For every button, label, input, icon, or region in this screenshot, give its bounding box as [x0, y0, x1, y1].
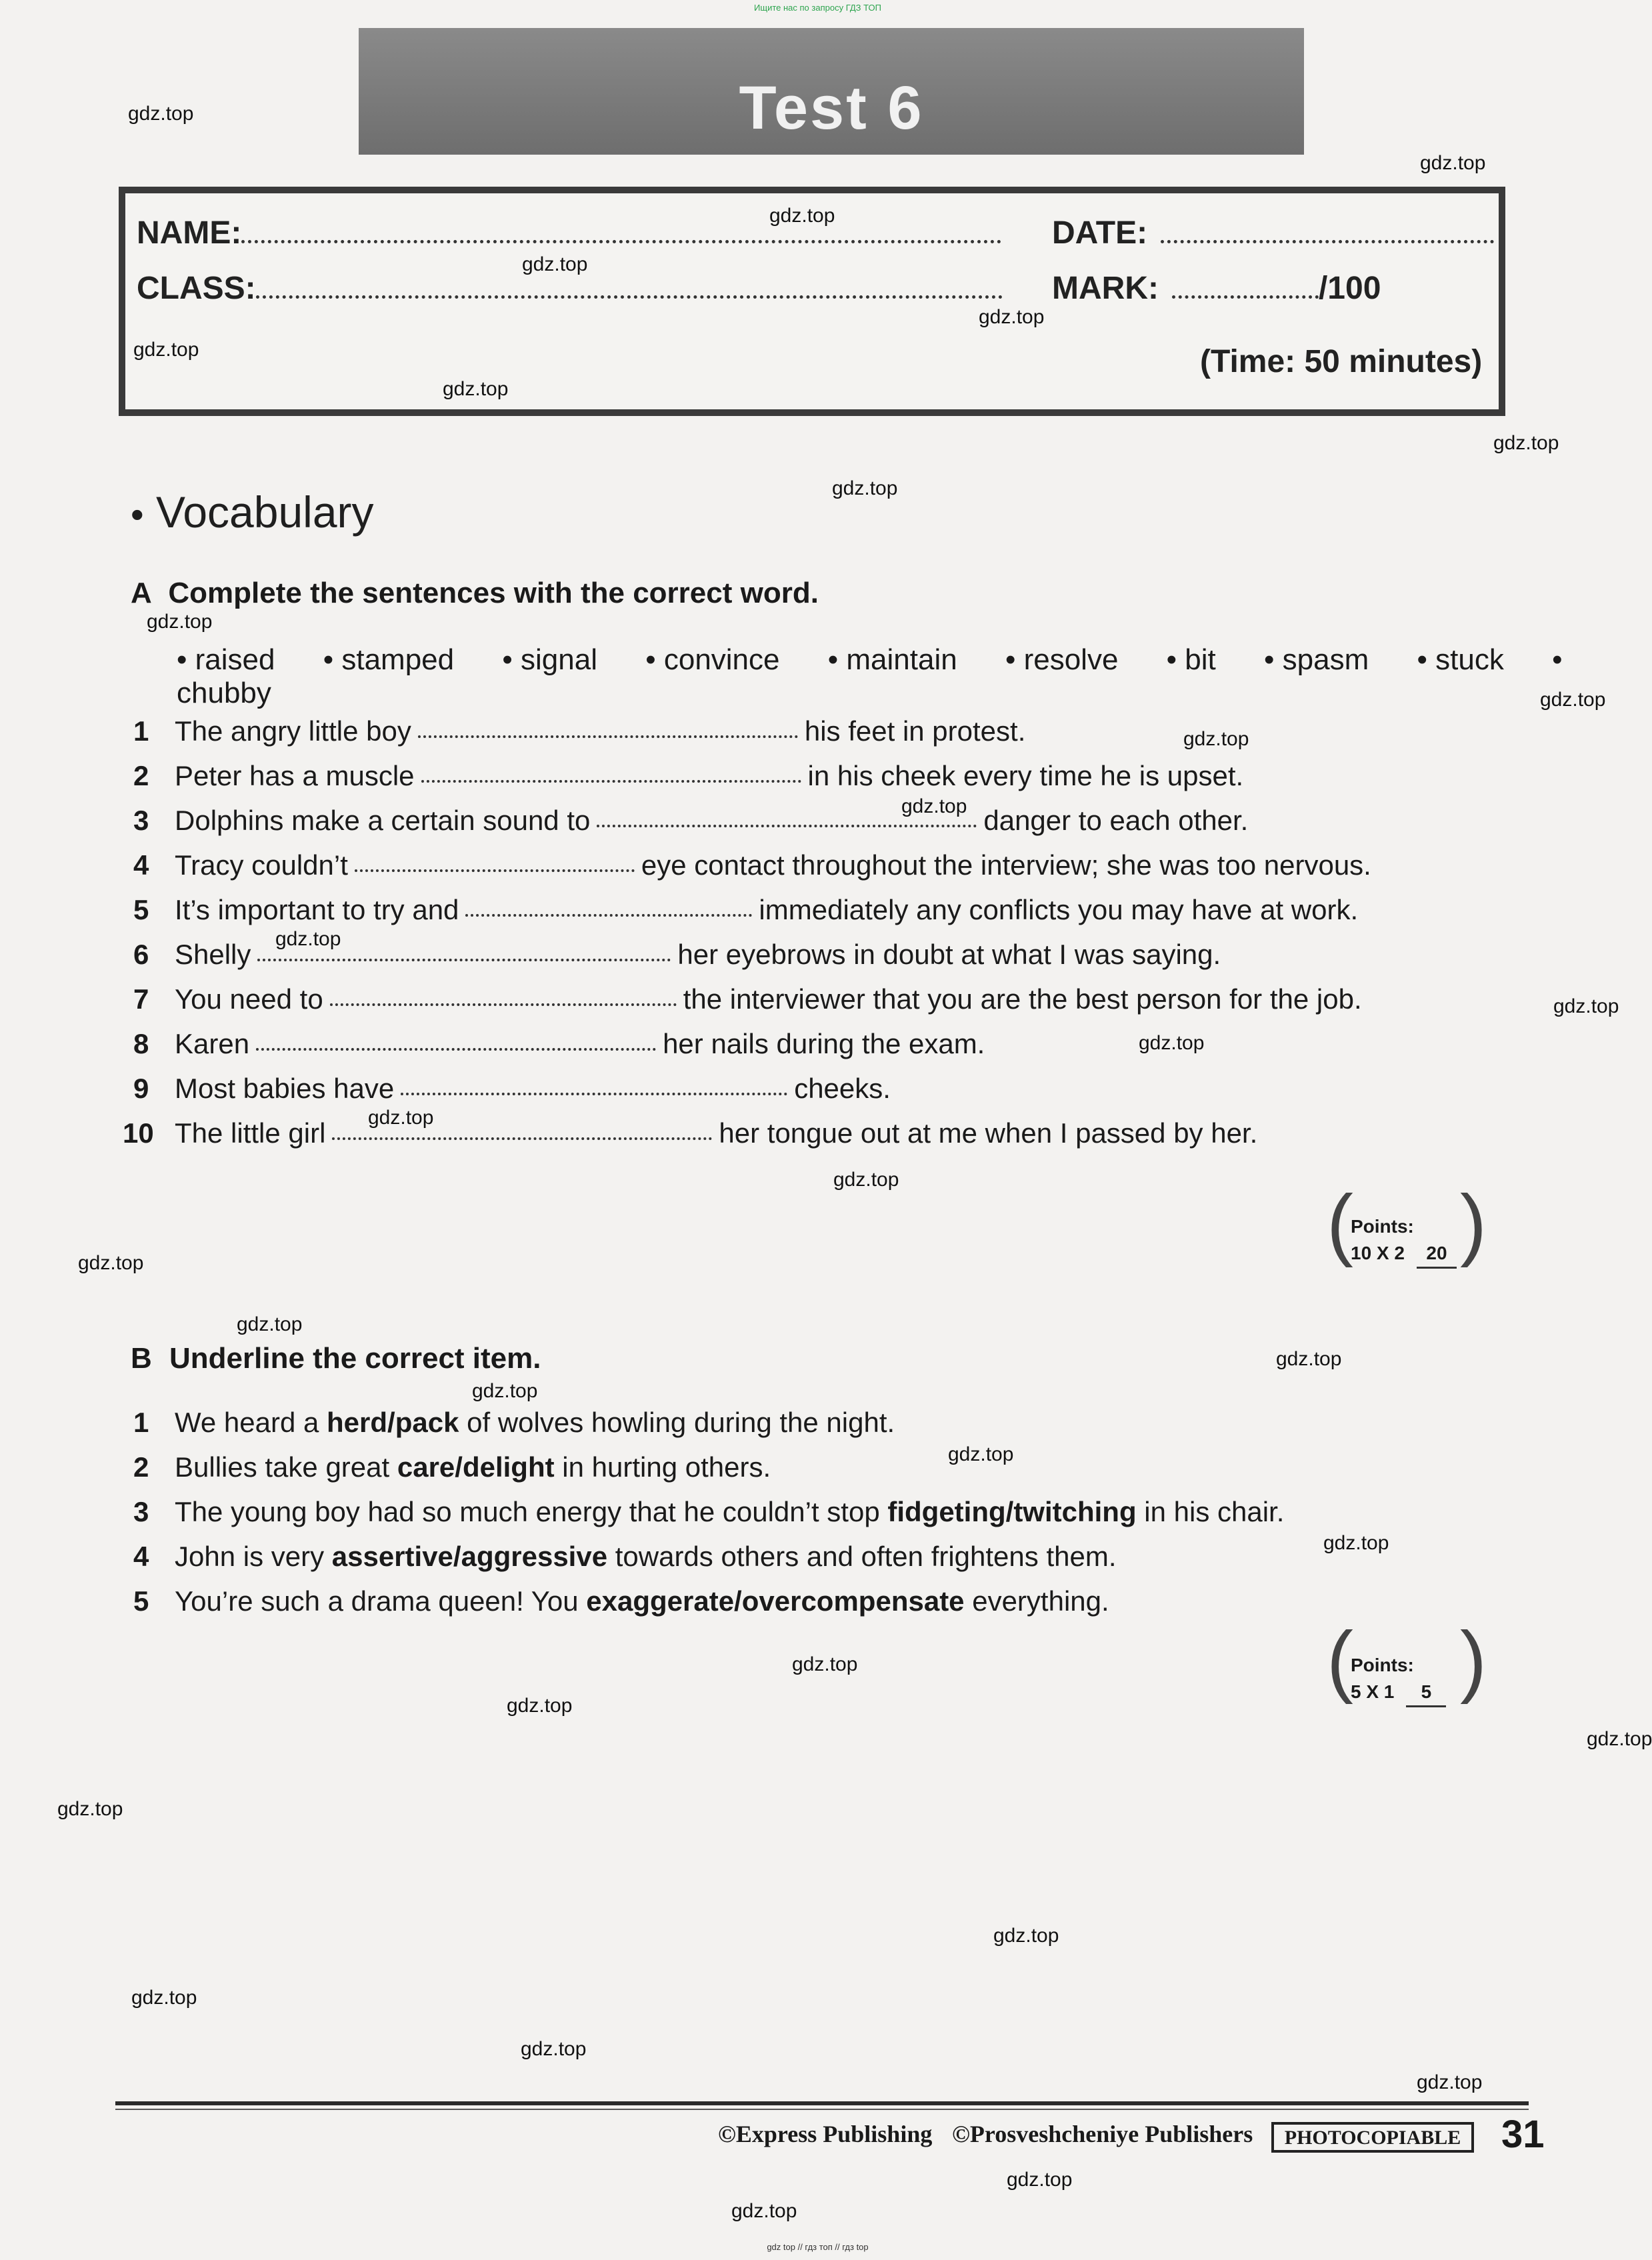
watermark: gdz.top — [731, 2200, 797, 2222]
watermark: gdz.top — [522, 253, 588, 275]
sentence-end: eye contact throughout the interview; she was too nervous. — [641, 849, 1371, 881]
sentence-start: The angry little boy — [175, 715, 411, 747]
item-number: 1 — [133, 715, 149, 747]
part-b-sentence — [133, 1585, 1109, 1617]
watermark: gdz.top — [979, 306, 1045, 328]
time-limit: (Time: 50 minutes) — [1200, 344, 1483, 379]
word-bank-item: • resolve — [1005, 643, 1119, 676]
watermark: gdz.top — [1493, 432, 1559, 454]
item-number: 2 — [133, 760, 149, 791]
page-number: 31 — [1501, 2113, 1545, 2156]
choice-options[interactable]: exaggerate/overcompensate — [586, 1585, 965, 1617]
points-label: Points: — [1351, 1655, 1414, 1675]
watermark: gdz.top — [368, 1107, 434, 1129]
watermark: gdz.top — [833, 1169, 899, 1191]
item-number: 7 — [133, 983, 149, 1015]
part-b-sentence — [133, 1496, 1284, 1528]
part-b-heading — [131, 1342, 541, 1375]
part-a-instruction: Complete the sentences with the correct word. — [168, 577, 819, 609]
mark-total: /100 — [1318, 271, 1381, 306]
watermark: gdz.top — [1540, 689, 1606, 711]
sentence-start: Most babies have — [175, 1073, 395, 1104]
watermark: gdz.top — [1587, 1728, 1652, 1750]
item-number: 5 — [133, 1585, 149, 1617]
sentence-end: immediately any conflicts you may have at work. — [759, 894, 1359, 925]
word-bank-item: • stuck — [1417, 643, 1504, 676]
sentence-end: everything. — [964, 1585, 1109, 1617]
answer-blank[interactable] — [257, 959, 671, 961]
points-bracket-right: ) — [1460, 1179, 1487, 1268]
sentence-start: We heard a — [175, 1407, 327, 1438]
watermark: gdz.top — [1007, 2169, 1073, 2191]
sentence-start: The little girl — [175, 1117, 326, 1149]
part-a-sentence — [133, 1073, 891, 1105]
sentence-end: in hurting others. — [554, 1451, 771, 1483]
item-number: 2 — [133, 1451, 149, 1483]
footer-rule — [115, 2101, 1529, 2105]
watermark: gdz.top — [1420, 152, 1486, 174]
sentence-start: Dolphins make a certain sound to — [175, 805, 591, 836]
sentence-start: The young boy had so much energy that he couldn’t stop — [175, 1496, 888, 1527]
mark-row — [1052, 270, 1381, 307]
bottom-note: gdz top // гдз топ // гдз top — [767, 2242, 869, 2252]
item-number: 3 — [133, 1496, 149, 1527]
sentence-end: her eyebrows in doubt at what I was saying. — [677, 939, 1221, 970]
sentence-end: her nails during the exam. — [663, 1028, 985, 1059]
answer-blank[interactable] — [418, 735, 798, 738]
points-box-b — [1351, 1652, 1446, 1707]
word-bank-item: • chubby — [177, 643, 1563, 709]
class-field[interactable] — [256, 295, 1003, 299]
mark-field[interactable] — [1172, 295, 1319, 299]
publisher-prosveshcheniye: ©Prosveshcheniye Publishers — [952, 2121, 1253, 2147]
word-bank-item: • bit — [1166, 643, 1216, 676]
watermark: gdz.top — [237, 1313, 303, 1335]
part-a-heading — [131, 577, 819, 610]
choice-options[interactable]: care/delight — [397, 1451, 555, 1483]
answer-blank[interactable] — [332, 1137, 712, 1140]
name-field[interactable] — [241, 240, 1001, 243]
watermark: gdz.top — [832, 477, 898, 499]
watermark: gdz.top — [1139, 1032, 1205, 1054]
sentence-start: It’s important to try and — [175, 894, 459, 925]
sentence-start: John is very — [175, 1541, 332, 1572]
item-number: 4 — [133, 849, 149, 881]
sentence-start: Karen — [175, 1028, 250, 1059]
word-bank-item: • convince — [645, 643, 780, 676]
points-total: 5 — [1406, 1679, 1446, 1707]
sentence-end: towards others and often frightens them. — [607, 1541, 1117, 1572]
name-label: NAME: — [137, 215, 242, 251]
part-a-sentence — [133, 760, 1243, 792]
watermark: gdz.top — [521, 2038, 587, 2060]
part-a-sentence — [133, 805, 1248, 837]
watermark: gdz.top — [1553, 995, 1619, 1017]
watermark: gdz.top — [147, 611, 213, 633]
sentence-end: in his cheek every time he is upset. — [807, 760, 1244, 791]
item-number: 10 — [123, 1117, 154, 1149]
part-a-sentence — [133, 983, 1362, 1015]
points-bracket-left: ( — [1327, 1179, 1353, 1268]
points-box-a — [1351, 1213, 1457, 1269]
watermark: gdz.top — [507, 1695, 573, 1717]
section-bullet: • — [131, 493, 144, 535]
publisher-express: ©Express Publishing — [718, 2121, 933, 2147]
answer-blank[interactable] — [597, 825, 977, 827]
sentence-end: in his chair. — [1136, 1496, 1285, 1527]
mark-label: MARK: — [1052, 271, 1159, 306]
word-bank-item: • raised — [177, 643, 275, 676]
section-title-row — [131, 487, 374, 537]
item-number: 8 — [133, 1028, 149, 1059]
sentence-start: You’re such a drama queen! You — [175, 1585, 587, 1617]
watermark: gdz.top — [1323, 1532, 1389, 1554]
part-b-sentence — [133, 1407, 895, 1439]
sentence-end: of wolves howling during the night. — [459, 1407, 895, 1438]
footer-rule-thin — [115, 2109, 1529, 2110]
part-b-sentence — [133, 1541, 1117, 1573]
answer-blank[interactable] — [401, 1093, 787, 1095]
watermark: gdz.top — [1417, 2071, 1483, 2093]
part-a-sentence — [133, 715, 1025, 747]
watermark: gdz.top — [78, 1252, 144, 1274]
points-label: Points: — [1351, 1216, 1414, 1237]
word-bank-item: • maintain — [827, 643, 957, 676]
sentence-start: Tracy couldn’t — [175, 849, 348, 881]
date-label: DATE: — [1052, 215, 1148, 251]
answer-blank[interactable] — [355, 869, 635, 872]
word-bank-item: • signal — [502, 643, 597, 676]
points-calc: 10 X 2 — [1351, 1243, 1405, 1263]
date-field[interactable] — [1161, 240, 1494, 243]
part-a-sentence — [133, 894, 1358, 926]
part-a-sentence — [133, 1028, 985, 1060]
points-calc: 5 X 1 — [1351, 1681, 1395, 1702]
points-bracket-left: ( — [1327, 1615, 1353, 1705]
item-number: 1 — [133, 1407, 149, 1438]
watermark: gdz.top — [769, 205, 835, 227]
photocopiable-badge: PHOTOCOPIABLE — [1271, 2122, 1474, 2153]
sentence-end: her tongue out at me when I passed by her. — [719, 1117, 1258, 1149]
watermark: gdz.top — [131, 1987, 197, 2009]
watermark: gdz.top — [901, 795, 967, 817]
sentence-end: danger to each other. — [983, 805, 1249, 836]
test-title: Test 6 — [739, 74, 924, 142]
sentence-start: Shelly — [175, 939, 251, 970]
watermark: gdz.top — [275, 928, 341, 950]
item-number: 9 — [133, 1073, 149, 1104]
answer-blank[interactable] — [256, 1048, 656, 1051]
sentence-start: Peter has a muscle — [175, 760, 415, 791]
watermark: gdz.top — [1183, 728, 1249, 750]
choice-options[interactable]: assertive/aggressive — [331, 1541, 608, 1572]
sentence-start: You need to — [175, 983, 323, 1015]
date-row — [1052, 215, 1494, 251]
watermark: gdz.top — [57, 1798, 123, 1820]
watermark: gdz.top — [443, 378, 509, 400]
sentence-end: his feet in protest. — [804, 715, 1026, 747]
watermark: gdz.top — [993, 1925, 1059, 1947]
item-number: 6 — [133, 939, 149, 970]
choice-options[interactable]: herd/pack — [327, 1407, 459, 1438]
choice-options[interactable]: fidgeting/twitching — [887, 1496, 1137, 1527]
class-label: CLASS: — [137, 271, 256, 306]
part-b-sentence — [133, 1451, 771, 1483]
watermark: gdz.top — [948, 1443, 1014, 1465]
part-a-sentence — [133, 849, 1371, 881]
watermark: gdz.top — [472, 1380, 538, 1402]
points-bracket-right: ) — [1460, 1615, 1487, 1705]
sentence-end: the interviewer that you are the best person for the job. — [683, 983, 1362, 1015]
part-b-instruction: Underline the correct item. — [169, 1342, 541, 1375]
word-bank-item: • spasm — [1264, 643, 1369, 676]
section-title: Vocabulary — [155, 487, 374, 537]
part-b-letter: B — [131, 1342, 152, 1375]
name-row — [137, 215, 1001, 251]
watermark: gdz.top — [133, 339, 199, 361]
item-number: 3 — [133, 805, 149, 836]
answer-blank[interactable] — [465, 914, 752, 917]
answer-blank[interactable] — [421, 780, 801, 783]
item-number: 5 — [133, 894, 149, 925]
points-total: 20 — [1417, 1240, 1457, 1269]
answer-blank[interactable] — [330, 1003, 677, 1006]
word-bank-item: • stamped — [323, 643, 455, 676]
part-a-letter: A — [131, 577, 151, 609]
watermark: gdz.top — [792, 1653, 858, 1675]
word-bank — [177, 643, 1635, 710]
sentence-start: Bullies take great — [175, 1451, 397, 1483]
part-a-sentence — [123, 1117, 1257, 1149]
item-number: 4 — [133, 1541, 149, 1572]
top-search-note: Ищите нас по запросу ГДЗ ТОП — [754, 3, 881, 13]
watermark: gdz.top — [1276, 1348, 1342, 1370]
watermark: gdz.top — [128, 103, 194, 125]
sentence-end: cheeks. — [794, 1073, 891, 1104]
